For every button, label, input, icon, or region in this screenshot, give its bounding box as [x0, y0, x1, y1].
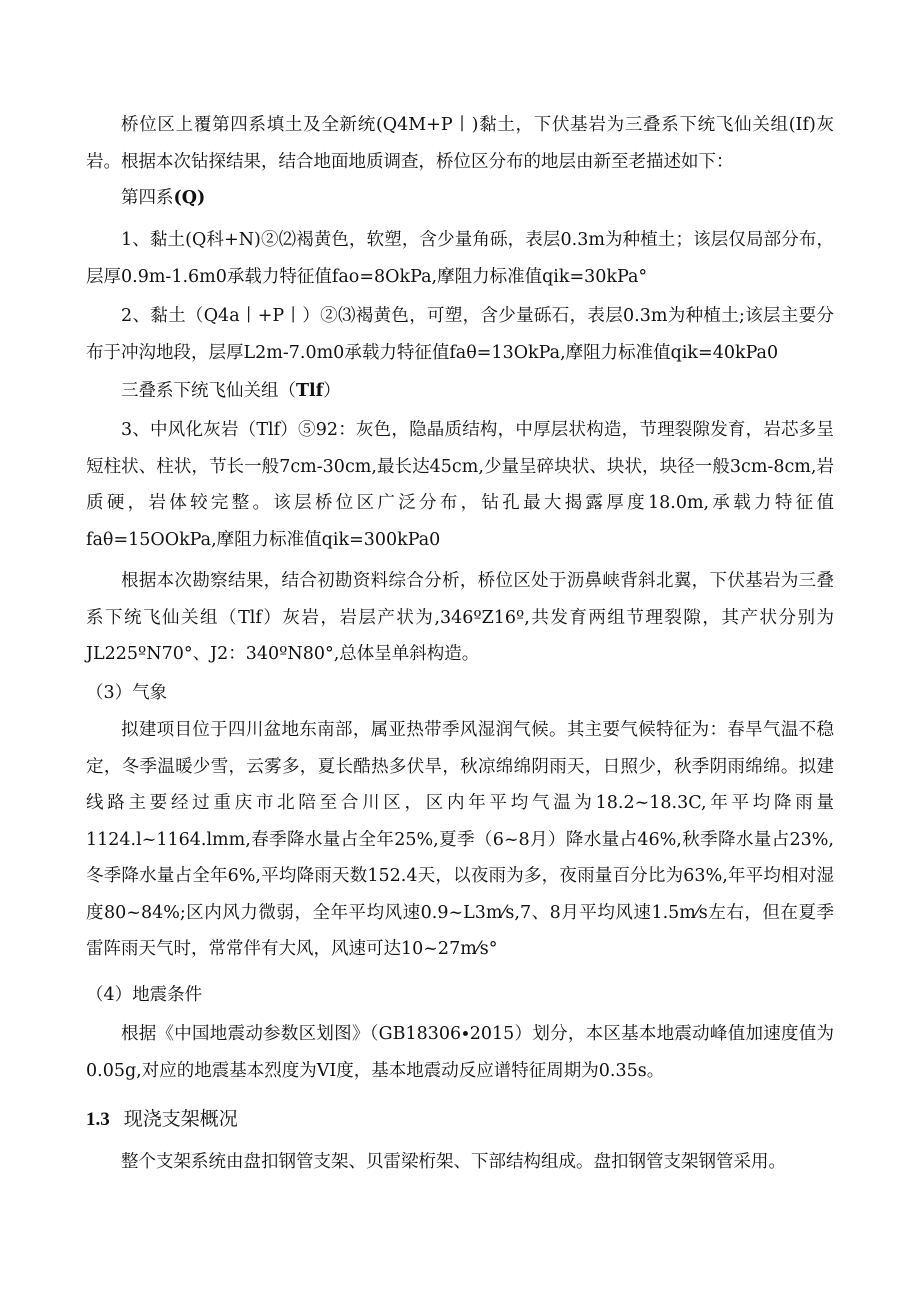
heading-triassic-close: ） — [323, 381, 341, 401]
heading-quaternary-main: 第四系 — [121, 188, 174, 208]
paragraph-climate: 拟建项目位于四川盆地东南部，属亚热带季风湿润气候。其主要气候特征为：春旱气温不稳定，冬季温暖少雪，云雾多，夏长酷热多伏旱，秋凉绵绵阴雨天，日照少，秋季阴雨绵绵。拟建线路主要经过重庆市北陪至合川区，区内年平均气温为18.2~18.3C,年平均降雨量1124.l~1164.lmm,春季降水量占全年25%,夏季（6~8月）降水量占46%,秋季降水量占23%,冬季降水量占全年6%,平均降雨天数152.4天，以夜雨为多，夜雨量百分比为63%,年平均相对湿度80~84%;区内风力微弱，全年平均风速0.9~L3m⁄s,7、8月平均风速1.5m⁄s左右，但在夏季雷阵雨天气时，常常伴有大风，风速可达10~27m⁄s° — [86, 720, 834, 959]
section-title: 现浇支架概况 — [123, 1108, 238, 1130]
paragraph-seismic: 根据《中国地震动参数区划图》（GB18306∙2015）划分，本区基本地震动峰值加速度值为0.05g,对应的地震基本烈度为VI度，基本地震动反应谱特征周期为0.35s。 — [86, 1024, 834, 1081]
heading-triassic — [121, 373, 341, 410]
section-heading-1-3 — [86, 1101, 238, 1138]
paragraph-support-system: 整个支架系统由盘扣钢管支架、贝雷梁桁架、下部结构组成。盘扣钢管支架钢管采用。 — [121, 1152, 786, 1172]
paragraph-clay-layer-1: 1、黏土(Q科+N)②⑵褐黄色，软塑，含少量角砾，表层0.3m为种植土；该层仅局部分布，层厚0.9m-1.6m0承载力特征值fao=8OkPa,摩阻力标准值qik=30kPa° — [86, 230, 834, 287]
heading-seismic: （4）地震条件 — [86, 985, 203, 1005]
heading-triassic-main: 三叠系下统飞仙关组（ — [121, 381, 296, 401]
heading-climate: （3）气象 — [86, 683, 168, 703]
paragraph-limestone-layer: 3、中风化灰岩（Tlf）⑤92：灰色，隐晶质结构，中厚层状构造，节理裂隙发育，岩芯多呈短柱状、柱状，节长一般7cm-30cm,最长达45cm,少量呈碎块状、块状，块径一般3cm-8cm,岩质硬，岩体较完整。该层桥位区广泛分布，钻孔最大揭露厚度18.0m,承载力特征值faθ=15OOkPa,摩阻力标准值qik=300kPa0 — [86, 420, 834, 550]
heading-quaternary — [121, 180, 205, 217]
paragraph-clay-layer-2: 2、黏土（Q4a丨+P丨）②⑶褐黄色，可塑，含少量砾石，表层0.3m为种植土;该层主要分布于冲沟地段，层厚L2m-7.0m0承载力特征值faθ=13OkPa,摩阻力标准值qik=40kPa0 — [86, 306, 834, 363]
paragraph-bridge-strata-intro: 桥位区上覆第四系填土及全新统(Q4M+P丨)黏土，下伏基岩为三叠系下统飞仙关组(If)灰岩。根据本次钻探结果，结合地面地质调查，桥位区分布的地层由新至老描述如下： — [86, 115, 834, 172]
heading-quaternary-code: (Q) — [173, 188, 206, 208]
section-number: 1.3 — [86, 1109, 110, 1130]
heading-triassic-code: Tlf — [296, 381, 324, 401]
paragraph-survey-result: 根据本次勘察结果，结合初勘资料综合分析，桥位区处于沥鼻峡背斜北翼，下伏基岩为三叠系下统飞仙关组（Tlf）灰岩，岩层产状为,346ºZ16º,共发育两组节理裂隙，其产状分别为JL225ºN70°、J2：340ºN80°,总体呈单斜构造。 — [86, 571, 834, 664]
